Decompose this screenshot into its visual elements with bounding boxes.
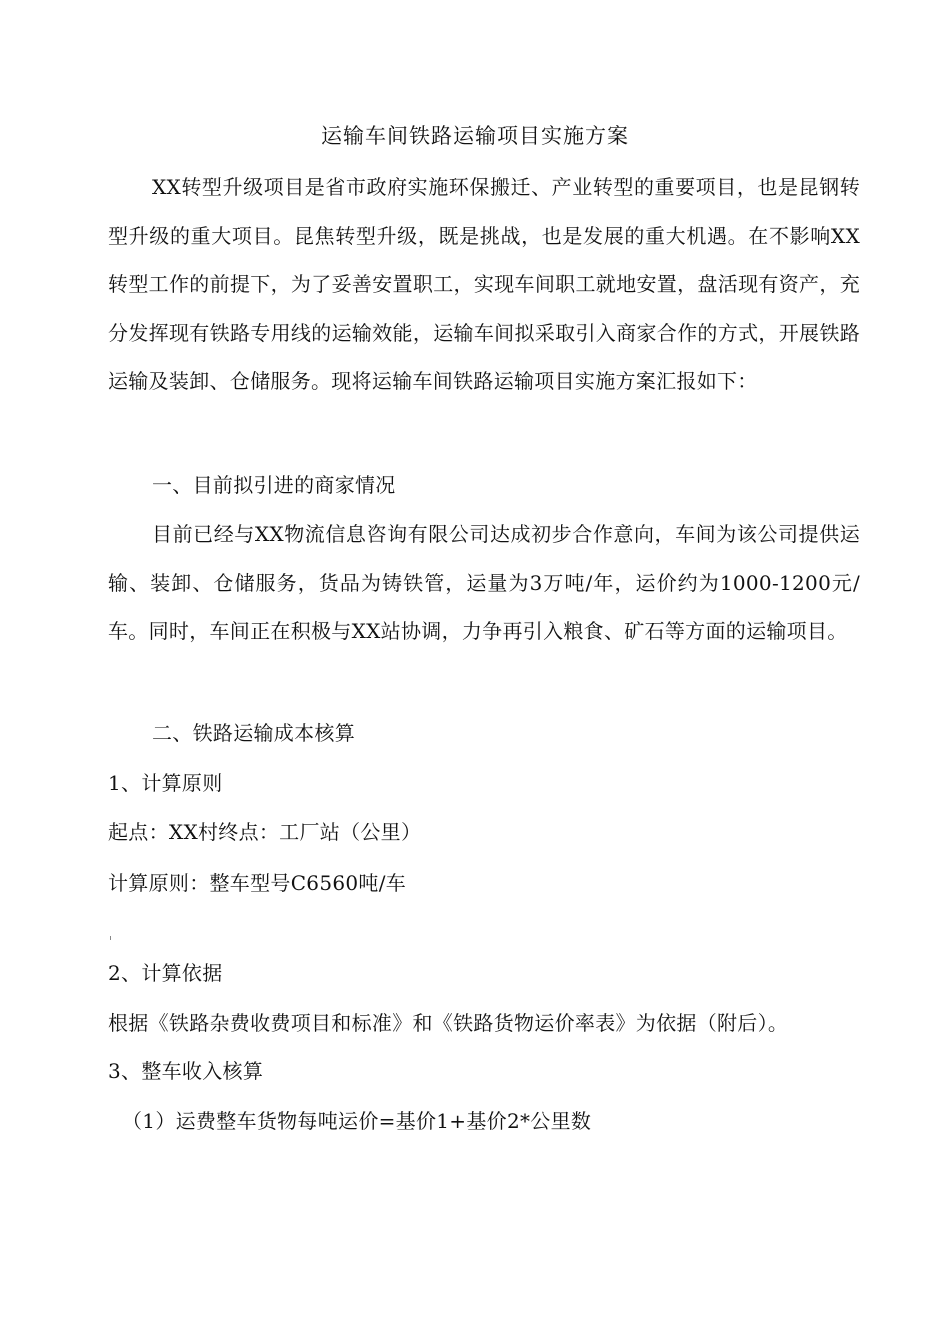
intro-paragraph: XX转型升级项目是省市政府实施环保搬迁、产业转型的重要项目，也是昆钢转型升级的重大项目。昆焦转型升级，既是挑战，也是发展的重大机遇。在不影响XX转型工作的前提下，为了妥善安置职工，实现车间职工就地安置，盘活现有资产，充分发挥现有铁路专用线的运输效能，运输车间拟采取引入商家合作的方式，开展铁路运输及装卸、仓储服务。现将运输车间铁路运输项目实施方案汇报如下： xyxy=(108,175,860,393)
item2-heading: 2、计算依据 xyxy=(108,961,223,985)
item3-heading: 3、整车收入核算 xyxy=(108,1059,264,1083)
scan-mark xyxy=(110,936,111,940)
section1-paragraph: 目前已经与XX物流信息咨询有限公司达成初步合作意向，车间为该公司提供运输、装卸、仓储服务，货品为铸铁管，运量为3万吨/年，运价约为1000-1200元/车。同时，车间正在积极与XX站协调，力争再引入粮食、矿石等方面的运输项目。 xyxy=(108,522,860,643)
section2-heading: 二、铁路运输成本核算 xyxy=(152,721,355,745)
intro-block xyxy=(108,163,860,406)
item2-paragraph: 根据《铁路杂费收费项目和标准》和《铁路货物运价率表》为依据（附后）。 xyxy=(108,1011,789,1035)
item1-heading: 1、计算原则 xyxy=(108,771,223,795)
item1-line1: 起点：XX村终点：工厂站（公里） xyxy=(108,820,422,844)
section1-heading: 一、目前拟引进的商家情况 xyxy=(152,473,396,497)
item3-sub1: （1）运费整车货物每吨运价=基价1+基价2*公里数 xyxy=(122,1109,592,1133)
section2-block xyxy=(108,709,860,758)
item1-line2: 计算原则：整车型号C6560吨/车 xyxy=(108,871,407,895)
section1-block xyxy=(108,461,860,510)
document-title: 运输车间铁路运输项目实施方案 xyxy=(321,124,629,148)
section1-body-block xyxy=(108,510,860,656)
